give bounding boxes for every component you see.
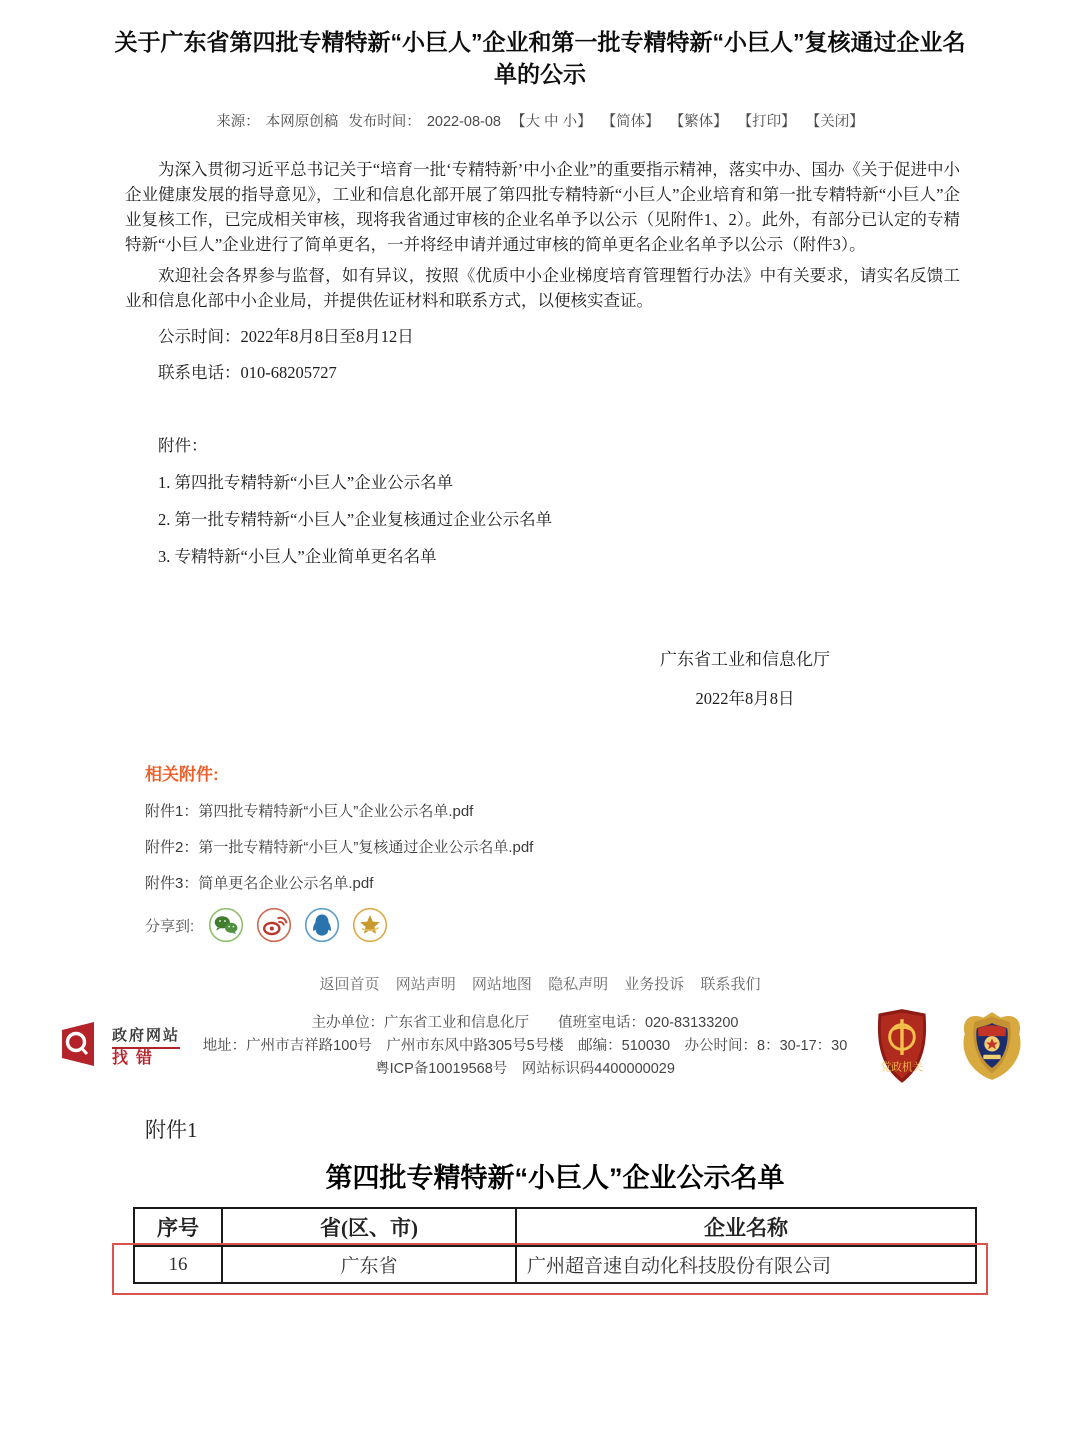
signature-block	[660, 647, 830, 710]
source-label: 来源：	[216, 114, 260, 130]
article-meta	[0, 110, 1080, 131]
contact-phone: 联系电话：010-68205727	[158, 363, 337, 382]
qq-icon	[304, 907, 340, 943]
nav-home[interactable]: 返回首页	[319, 976, 380, 993]
header-province: 省(区、市)	[222, 1208, 516, 1246]
footer-icp-line: 粤ICP备10019568号 网站标识码4400000029	[375, 1060, 675, 1077]
related-attachments-heading: 相关附件:	[145, 765, 219, 784]
nav-site-statement[interactable]: 网站声明	[395, 976, 456, 993]
publicity-time: 公示时间：2022年8月8日至8月12日	[158, 327, 414, 346]
related-attachments	[145, 760, 1080, 943]
close-control[interactable]: 【关闭】	[805, 114, 864, 130]
footer-info	[200, 1012, 850, 1081]
nav-contact[interactable]: 联系我们	[700, 976, 761, 993]
font-size-control[interactable]: 【大 中 小】	[511, 114, 592, 130]
signature-org: 广东省工业和信息化厅	[660, 650, 830, 669]
header-company: 企业名称	[516, 1208, 976, 1246]
svg-text:党政机关: 党政机关	[880, 1061, 924, 1074]
wechat-share-button[interactable]	[208, 907, 244, 943]
weibo-icon	[256, 907, 292, 943]
paragraph: 欢迎社会各界参与监督，如有异议，按照《优质中小企业梯度培育管理暂行办法》中有关要求，请实名反馈工业和信息化部中小企业局，并提供佐证材料和联系方式，以便核实查证。	[125, 266, 960, 310]
err-badge-text	[112, 1024, 200, 1068]
annex-table-title: 第四批专精特新“小巨人”企业公示名单	[325, 1163, 785, 1193]
nav-complaint[interactable]: 业务投诉	[624, 976, 685, 993]
related-attachment-link-1[interactable]: 附件1：第四批专精特新“小巨人”企业公示名单.pdf	[145, 803, 474, 820]
err-badge-line1: 政府网站	[112, 1027, 180, 1049]
magnifier-flag-icon	[60, 1020, 106, 1072]
party-government-badge[interactable]	[873, 1008, 931, 1084]
footer-host-line: 主办单位：广东省工业和信息化厅 值班室电话：020-83133200	[311, 1014, 739, 1031]
traditional-control[interactable]: 【繁体】	[669, 114, 728, 130]
attachments-label: 附件：	[158, 436, 208, 455]
print-control[interactable]: 【打印】	[737, 114, 796, 130]
party-government-shield-icon	[873, 1008, 931, 1084]
nav-privacy[interactable]: 隐私声明	[548, 976, 609, 993]
paragraph: 为深入贯彻习近平总书记关于“培育一批‘专精特新’中小企业”的重要指示精神，落实中办、国办《关于促进中小企业健康发展的指导意见》，工业和信息化部开展了第四批专精特新“小巨人”企业培育和第一批专精特新“小巨人”企业复核工作，已完成相关审核，现将我省通过审核的企业名单予以公示（见附件1、2）。此外，有部分已认定的专精特新“小巨人”企业进行了简单更名，一并将经申请并通过审核的简单更名企业名单予以公示（附件3）。	[125, 160, 960, 254]
wechat-icon	[208, 907, 244, 943]
attachment-item: 1. 第四批专精特新“小巨人”企业公示名单	[158, 473, 454, 492]
signature-date: 2022年8月8日	[695, 689, 795, 708]
attachment-item: 3. 专精特新“小巨人”企业简单更名名单	[158, 547, 437, 566]
cell-province: 广东省	[222, 1246, 516, 1283]
related-attachment-link-2[interactable]: 附件2：第一批专精特新“小巨人”复核通过企业公示名单.pdf	[145, 839, 534, 856]
annex-table	[133, 1207, 977, 1284]
header-seq: 序号	[134, 1208, 222, 1246]
table-header-row	[134, 1208, 976, 1246]
nav-sitemap[interactable]: 网站地图	[471, 976, 532, 993]
footer-nav	[0, 973, 1080, 994]
publish-time-value: 2022-08-08	[426, 114, 501, 130]
related-attachment-link-3[interactable]: 附件3：简单更名企业公示名单.pdf	[145, 875, 374, 892]
share-row	[145, 907, 1080, 943]
table-row	[134, 1246, 976, 1283]
police-emblem-icon	[959, 1010, 1025, 1082]
publish-time-label: 发布时间：	[348, 114, 421, 130]
page-title: 关于广东省第四批专精特新“小巨人”企业和第一批专精特新“小巨人”复核通过企业名单的公示	[114, 29, 966, 87]
weibo-share-button[interactable]	[256, 907, 292, 943]
qq-share-button[interactable]	[304, 907, 340, 943]
attachment-item: 2. 第一批专精特新“小巨人”企业复核通过企业公示名单	[158, 510, 553, 529]
annex-label: 附件1	[145, 1118, 198, 1142]
annex-section	[0, 1114, 1080, 1284]
footer-badges	[850, 1008, 1025, 1084]
err-badge-line2: 找错	[112, 1050, 161, 1067]
qzone-share-button[interactable]	[352, 907, 388, 943]
annex-table-wrap	[133, 1207, 977, 1284]
footer-address-line: 地址：广州市吉祥路100号 广州市东风中路305号5号楼 邮编：510030 办公时间：8：30-17：30	[202, 1037, 848, 1054]
site-error-report-badge[interactable]	[60, 1020, 200, 1072]
cell-seq: 16	[134, 1246, 222, 1283]
article-body	[125, 157, 960, 710]
footer-row	[60, 1008, 1025, 1084]
simplified-control[interactable]: 【简体】	[601, 114, 660, 130]
share-label: 分享到:	[145, 917, 195, 935]
police-emblem-badge[interactable]	[959, 1010, 1025, 1082]
qzone-icon	[352, 907, 388, 943]
source-value: 本网原创稿	[265, 114, 339, 130]
cell-company: 广州超音速自动化科技股份有限公司	[516, 1246, 976, 1283]
